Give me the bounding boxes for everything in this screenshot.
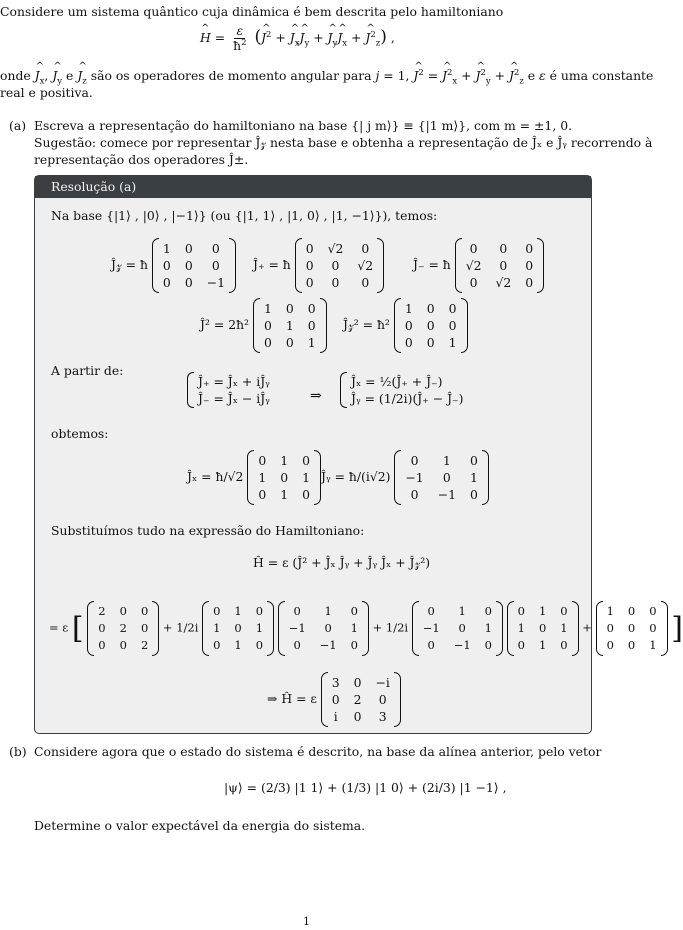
j2-label: Ĵ² = 2ħ² [200, 317, 250, 332]
matrix-cell: 1 [404, 301, 413, 316]
definition-line-1: onde ^ $J_x$, ^ $J_y$ e ^ $J_z$ são os operadores de momento angular para j = 1, ^ $J^2$ = ^ $J^2_x$ + ^ $J^2_y$ + ^ $J^2_z$ e ε é uma constante [0, 67, 653, 84]
matrix-cell: i [333, 709, 338, 724]
matrix-cell: −1 [288, 621, 306, 635]
matrix-cell: 0 [211, 241, 220, 256]
j2-equation [200, 298, 327, 353]
matrix-cell: 1 [560, 621, 568, 635]
matrix-cell: 0 [255, 638, 264, 652]
matrix-cell: 0 [627, 621, 636, 635]
matrix-cell: 0 [350, 604, 358, 618]
matrix-cell: −i [375, 675, 390, 690]
matrix-cell: 0 [378, 692, 387, 707]
matrix-cell: 0 [305, 241, 314, 256]
big-expression: = ε [ 2 0 0 0 2 0 0 0 2 + 1/2i 0 1 0 1 0 1 0 1 0 0 1 0 −1 0 1 0 −1 0 + 1/2i 0 1 0 −1 0 1 0 −1 0 0 1 0 1 0 1 0 1 0 + 1 0 0 0 0 0 0 0 1 ] [49, 601, 683, 656]
matrix-cell: 0 [427, 638, 435, 652]
matrix-cell: 0 [263, 335, 272, 350]
matrix-cell: 1 [258, 470, 267, 485]
matrix-cell: 0 [426, 318, 435, 333]
matrix-cell: 2 [98, 604, 106, 618]
matrix-cell: 0 [361, 241, 370, 256]
jz-equation [111, 238, 236, 293]
matrix-cell: 3 [378, 709, 387, 724]
jplus-equation [253, 238, 384, 293]
matrix-cell: 0 [263, 318, 272, 333]
matrix-cell: 0 [213, 604, 221, 618]
matrix-cell: 0 [469, 453, 478, 468]
big-matrix-1 [87, 601, 159, 656]
jz2-matrix [394, 298, 468, 353]
matrix-cell: 1 [538, 638, 547, 652]
matrix-cell: 0 [448, 318, 457, 333]
matrix-cell: 0 [606, 638, 614, 652]
big-plus-2: + 1/2i [372, 620, 409, 635]
page-number: 1 [303, 915, 310, 928]
jz2-label: Ĵ𝓏² = ħ² [343, 317, 390, 332]
matrix-cell: 1 [649, 638, 657, 652]
jy-label: Ĵᵧ = ħ/(i√2) [321, 469, 391, 484]
matrix-cell: 0 [606, 621, 614, 635]
system-left-line-1: Ĵ₊ = Ĵₓ + iĴᵧ [198, 374, 270, 389]
matrix-cell: 0 [410, 487, 419, 502]
jx-label: Ĵₓ = ħ/√2 [187, 469, 244, 484]
matrix-cell: 0 [285, 335, 294, 350]
jy-matrix [394, 450, 488, 505]
matrix-cell: 1 [458, 604, 466, 618]
matrix-cell: 1 [606, 604, 614, 618]
matrix-cell: 0 [98, 638, 106, 652]
matrix-cell: 1 [350, 621, 358, 635]
matrix-cell: 0 [517, 638, 525, 652]
matrix-cell: 1 [213, 621, 221, 635]
h-expression: Ĥ = ε (Ĵ² + Ĵₓ Ĵᵧ + Ĵᵧ Ĵₓ + Ĵ𝓏²) [253, 555, 431, 570]
matrix-cell: 1 [285, 318, 294, 333]
matrix-cell: −1 [405, 470, 424, 485]
system-right [340, 372, 463, 408]
system-right-line-2: Ĵᵧ = (1/2i)(Ĵ₊ − Ĵ₋) [351, 391, 464, 406]
matrix-cell: 0 [353, 675, 362, 690]
matrix-cell: 0 [649, 604, 657, 618]
part-a-label: (a) [9, 118, 27, 133]
matrix-cell: 1 [448, 335, 457, 350]
matrix-cell: 0 [469, 275, 478, 290]
big-plus-1: + 1/2i [162, 620, 199, 635]
matrix-cell: 0 [119, 604, 127, 618]
matrix-cell: 1 [234, 604, 242, 618]
hamiltonian-equation: ^ H = $\frac{\varepsilon}{ħ^2}$ (^ $J^2$ + ^ $J_x\^{}$ $J_y$ + ^ $J_y\^{}$ $J_x$ + ^ $J^2_z$) , [200, 24, 395, 58]
matrix-cell: 1 [263, 301, 272, 316]
big-matrix-5 [507, 601, 579, 656]
big-matrix-6 [596, 601, 668, 656]
matrix-cell: 0 [140, 621, 149, 635]
final-h-equation [267, 672, 401, 727]
matrix-cell: −1 [453, 638, 471, 652]
matrix-cell: 1 [255, 621, 264, 635]
jz-matrix [152, 238, 236, 293]
jminus-label: Ĵ₋ = ħ [413, 257, 451, 272]
matrix-cell: 0 [184, 241, 193, 256]
matrix-cell: 0 [442, 470, 451, 485]
matrix-cell: 0 [525, 258, 534, 273]
matrix-cell: √2 [495, 275, 512, 290]
matrix-cell: −1 [437, 487, 456, 502]
matrix-cell: 0 [213, 638, 221, 652]
matrix-cell: −1 [206, 275, 225, 290]
jx-matrix [247, 450, 321, 505]
matrix-cell: 2 [140, 638, 149, 652]
matrix-cell: 0 [184, 275, 193, 290]
matrix-cell: 3 [331, 675, 340, 690]
matrix-cell: 0 [484, 638, 492, 652]
definition-line-2: real e positiva. [0, 85, 93, 100]
implies-arrow: ⇒ [310, 388, 322, 404]
apartir-text: A partir de: [51, 363, 124, 378]
part-b-line-2: Determine o valor expectável da energia do sistema. [34, 818, 366, 833]
jminus-equation [413, 238, 544, 293]
matrix-cell: 2 [119, 621, 127, 635]
jz2-equation [343, 298, 468, 353]
solution-header: Resolução (a) [35, 176, 591, 198]
solution-box [34, 175, 683, 734]
matrix-cell: 1 [307, 335, 316, 350]
matrix-cell: √2 [357, 258, 374, 273]
matrix-cell: 0 [305, 258, 314, 273]
matrix-cell: 0 [525, 241, 534, 256]
final-h-matrix [321, 672, 401, 727]
matrix-cell: 1 [538, 604, 547, 618]
matrix-cell: 0 [484, 604, 492, 618]
part-b-label: (b) [9, 744, 27, 759]
system-left [187, 372, 270, 408]
matrix-cell: 0 [184, 258, 193, 273]
matrix-cell: 0 [627, 638, 636, 652]
matrix-cell: 0 [293, 638, 301, 652]
matrix-cell: 0 [426, 301, 435, 316]
matrix-cell: 1 [324, 604, 332, 618]
subst-text: Substituímos tudo na expressão do Hamiltoniano: [51, 523, 365, 538]
matrix-cell: 0 [560, 638, 568, 652]
matrix-cell: 0 [538, 621, 547, 635]
matrix-cell: 1 [280, 487, 289, 502]
matrix-cell: 0 [234, 621, 242, 635]
part-a-line-1: Escreva a representação do hamiltoniano na base {| j m⟩} ≡ {|1 m⟩}, com m = ±1, 0. [34, 118, 573, 133]
matrix-cell: 0 [458, 621, 466, 635]
jminus-matrix [455, 238, 544, 293]
matrix-cell: 1 [469, 470, 478, 485]
matrix-cell: 0 [305, 275, 314, 290]
matrix-cell: 0 [285, 301, 294, 316]
matrix-cell: 0 [525, 275, 534, 290]
matrix-cell: √2 [327, 241, 344, 256]
matrix-cell: 0 [258, 487, 267, 502]
matrix-cell: 0 [361, 275, 370, 290]
matrix-cell: 0 [307, 318, 316, 333]
matrix-cell: 0 [499, 241, 508, 256]
matrix-cell: 0 [98, 621, 106, 635]
final-h-label: ⇒ Ĥ = ε [267, 691, 317, 706]
matrix-cell: 0 [448, 301, 457, 316]
matrix-cell: 0 [410, 453, 419, 468]
matrix-cell: 0 [469, 241, 478, 256]
jplus-label: Ĵ₊ = ħ [253, 257, 291, 272]
j2-matrix [253, 298, 327, 353]
matrix-cell: 0 [404, 335, 413, 350]
big-plus-3: + [582, 620, 592, 635]
jplus-matrix [295, 238, 384, 293]
matrix-cell: 1 [280, 453, 289, 468]
matrix-cell: −1 [319, 638, 337, 652]
matrix-cell: −1 [422, 621, 440, 635]
system-left-line-2: Ĵ₋ = Ĵₓ − iĴᵧ [198, 391, 270, 406]
system-right-line-1: Ĵₓ = ½(Ĵ₊ + Ĵ₋) [351, 374, 443, 389]
matrix-cell: 1 [517, 621, 525, 635]
matrix-cell: 0 [331, 275, 340, 290]
matrix-cell: 0 [280, 470, 289, 485]
matrix-cell: 0 [404, 318, 413, 333]
matrix-cell: 0 [119, 638, 127, 652]
matrix-cell: 0 [427, 604, 435, 618]
matrix-cell: 0 [324, 621, 332, 635]
jz-label: Ĵ𝓏 = ħ [111, 257, 148, 272]
matrix-cell: 0 [353, 709, 362, 724]
matrix-cell: 0 [469, 487, 478, 502]
matrix-cell: 0 [258, 453, 267, 468]
matrix-cell: 0 [307, 301, 316, 316]
matrix-cell: 0 [140, 604, 149, 618]
matrix-cell: 1 [442, 453, 451, 468]
matrix-cell: 0 [627, 604, 636, 618]
matrix-cell: 1 [162, 241, 171, 256]
matrix-cell: 0 [293, 604, 301, 618]
big-matrix-4 [412, 601, 503, 656]
obtemos-text: obtemos: [51, 426, 109, 441]
matrix-cell: 0 [649, 621, 657, 635]
matrix-cell: 0 [350, 638, 358, 652]
matrix-cell: 0 [302, 487, 311, 502]
matrix-cell: 0 [331, 258, 340, 273]
matrix-cell: 0 [162, 275, 171, 290]
matrix-cell: 1 [234, 638, 242, 652]
intro-text: Considere um sistema quântico cuja dinâmica é bem descrita pelo hamiltoniano [0, 4, 504, 19]
jy-equation [321, 450, 489, 505]
matrix-cell: 0 [499, 258, 508, 273]
matrix-cell: √2 [465, 258, 482, 273]
big-matrix-2 [202, 601, 274, 656]
part-a-line-2: Sugestão: comece por representar Ĵ𝓏 nesta base e obtenha a representação de Ĵₓ e Ĵᵧ recorrendo à [34, 135, 653, 150]
part-a-line-3: representação dos operadores Ĵ±. [34, 152, 249, 167]
big-matrix-3 [278, 601, 369, 656]
matrix-cell: 2 [353, 692, 362, 707]
matrix-cell: 0 [331, 692, 340, 707]
matrix-cell: 0 [211, 258, 220, 273]
matrix-cell: 0 [426, 335, 435, 350]
matrix-cell: 0 [162, 258, 171, 273]
matrix-cell: 1 [302, 470, 311, 485]
basis-text: Na base {|1⟩ , |0⟩ , |−1⟩} (ou {|1, 1⟩ , |1, 0⟩ , |1, −1⟩}), temos: [51, 208, 438, 223]
psi-expression: |ψ⟩ = (2/3) |1 1⟩ + (1/3) |1 0⟩ + (2i/3) |1 −1⟩ , [224, 780, 507, 795]
big-prefix: = ε [49, 620, 69, 635]
jx-equation [187, 450, 321, 505]
matrix-cell: 0 [302, 453, 311, 468]
matrix-cell: 1 [484, 621, 492, 635]
matrix-cell: 0 [517, 604, 525, 618]
matrix-cell: 0 [560, 604, 568, 618]
matrix-cell: 0 [255, 604, 264, 618]
part-b-line-1: Considere agora que o estado do sistema é descrito, na base da alínea anterior, pelo vetor [34, 744, 602, 759]
